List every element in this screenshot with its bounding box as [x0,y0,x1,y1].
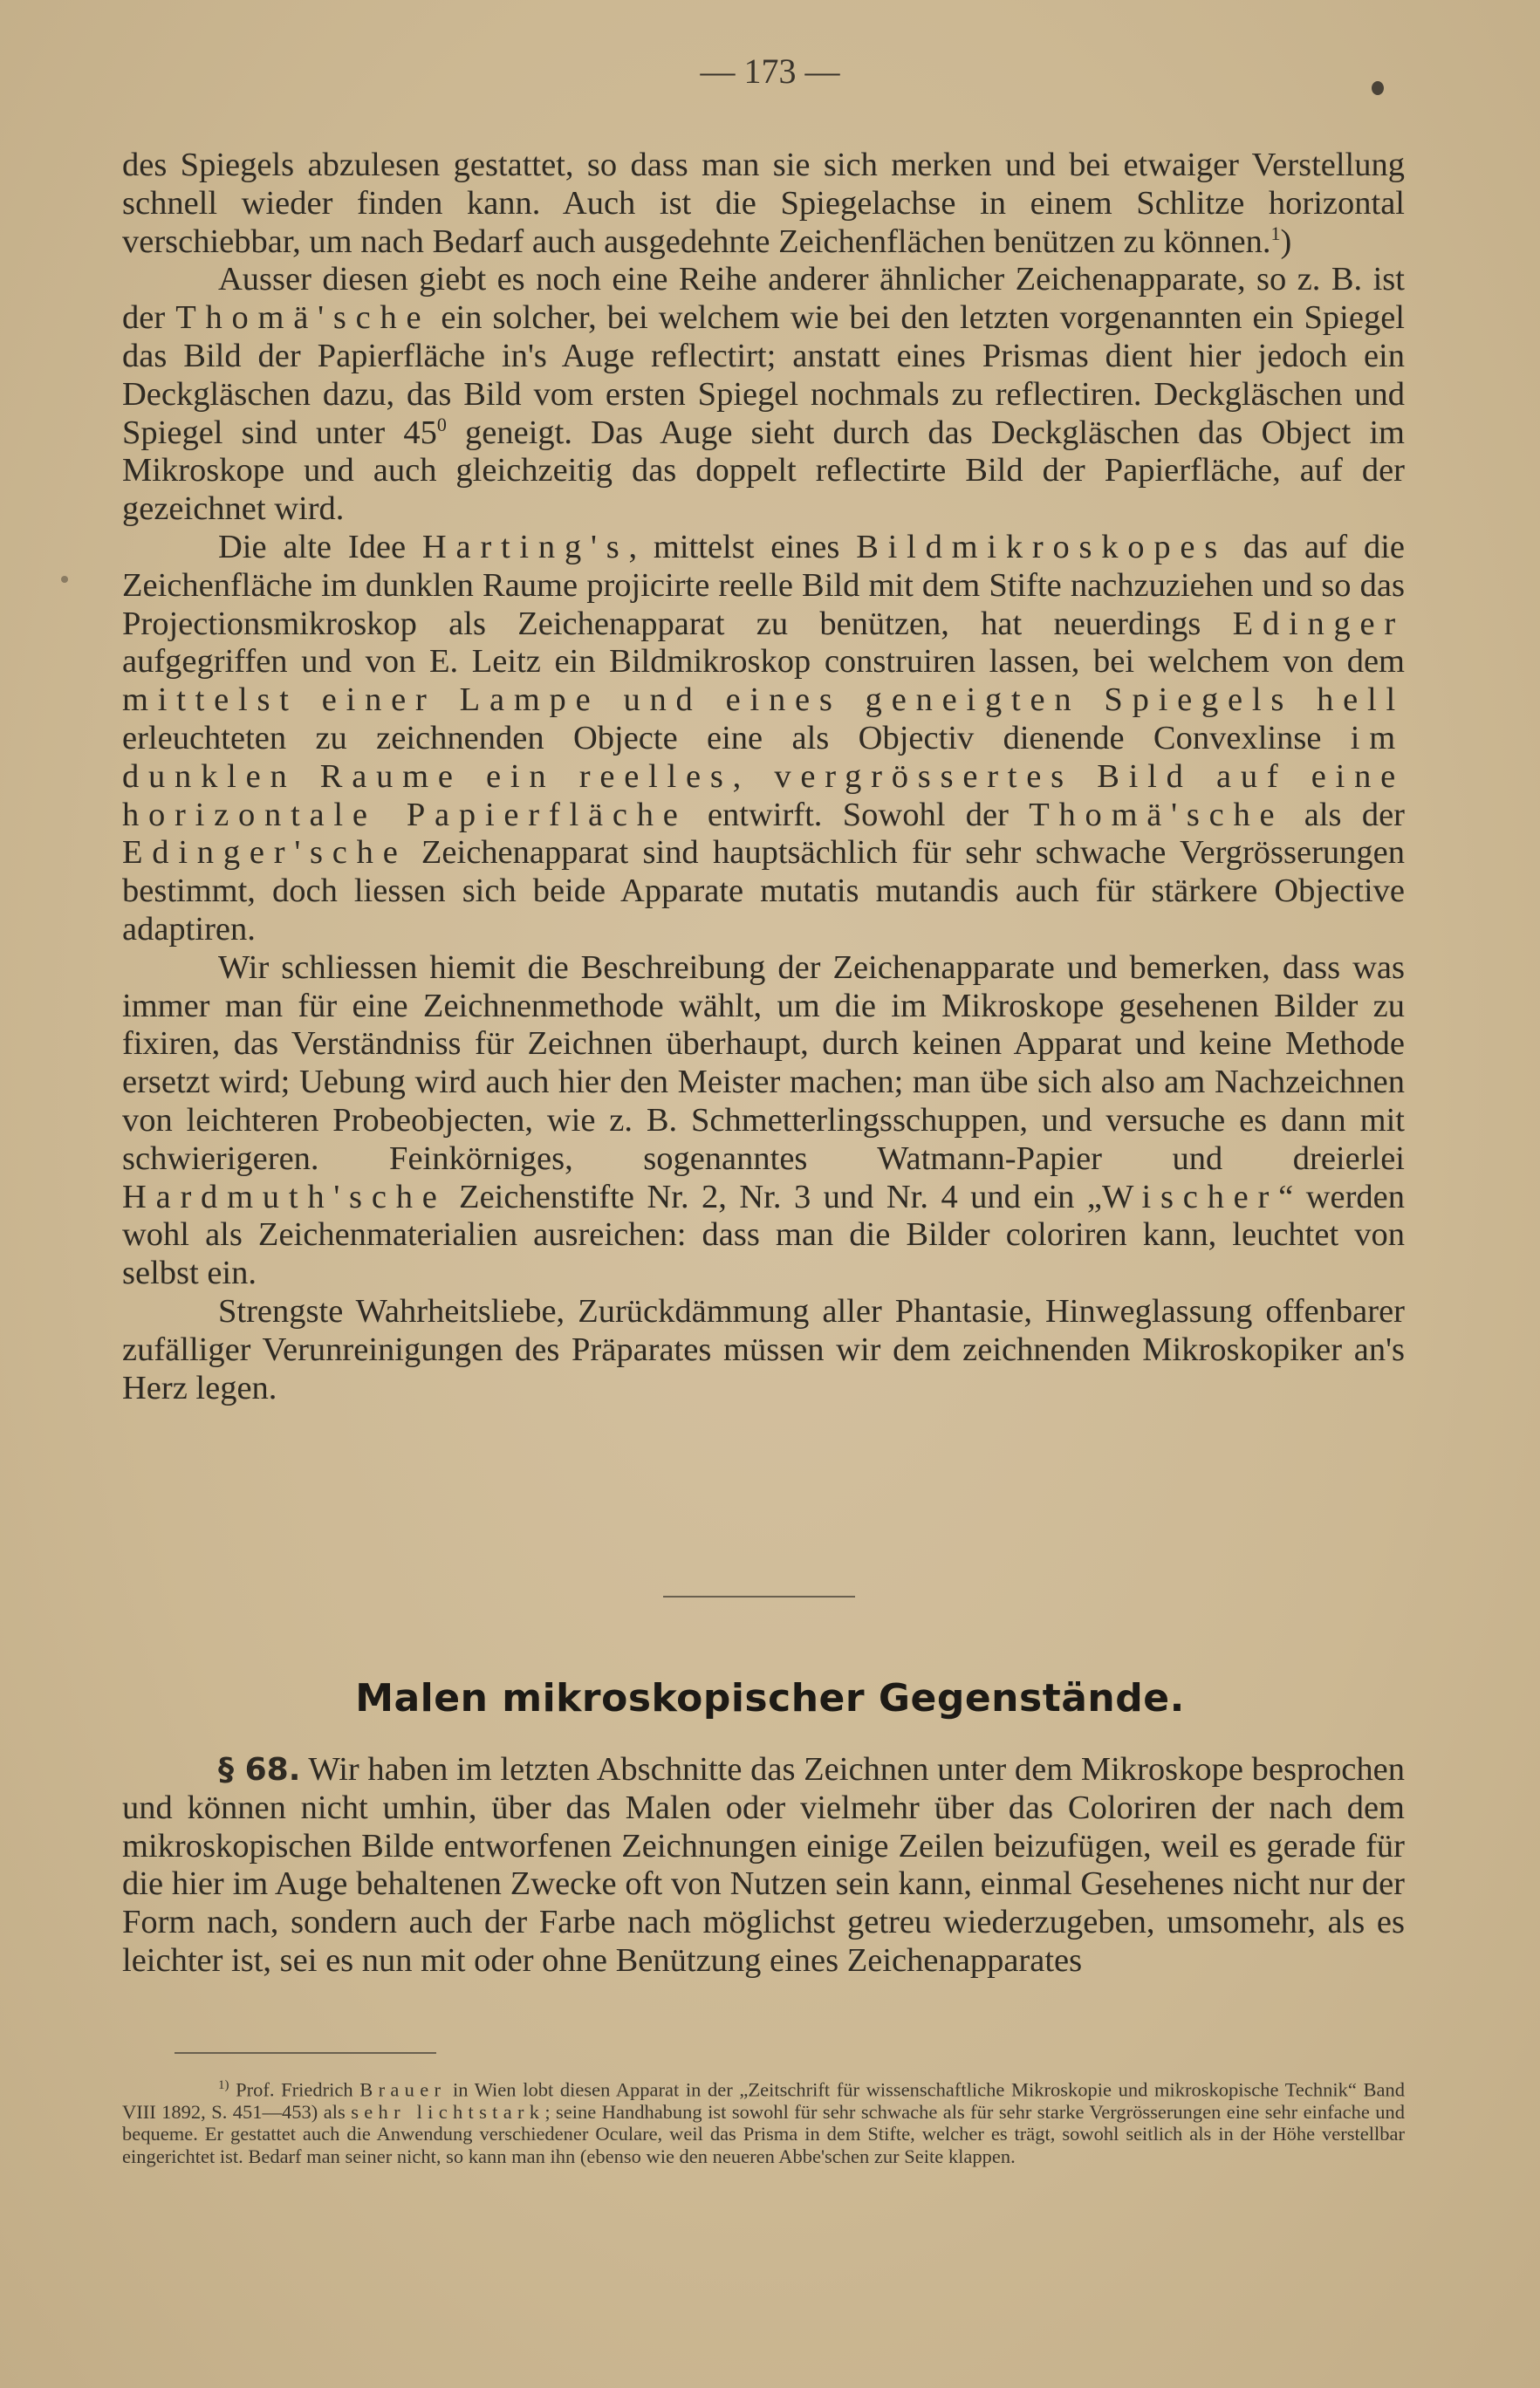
text-block-painting [122,1751,1405,1981]
section-number: § 68. [218,1752,301,1788]
paragraph-section-68: § 68. Wir haben im letzten Abschnitte das Zeichnen unter dem Mikroskope besprochen und können nicht umhin, über das Malen oder vielmehr über das Coloriren der nach dem mikroskopischen Bilde entworfenen Zeichnungen einige Zeilen beizufügen, weil es gerade für die hier im Auge behaltenen Zwecke oft von Nutzen sein kann, einmal Gesehenes nicht nur der Form nach, sondern auch der Farbe nach möglichst getreu wiederzugeben, umsomehr, als es leichter ist, sei es nun mit oder ohne Benützung eines Zeichenapparates [122,1751,1405,1979]
paragraph-1: des Spiegels abzulesen gestattet, so dass man sie sich merken und bei etwaiger Verstellung schnell wieder finden kann. Auch ist die Spiegelachse in einem Schlitze horizontal verschiebbar, um nach Bedarf auch ausgedehnte Zeichenflächen benützen zu können.$^1$) [122,147,1405,260]
paragraph-4: Wir schliessen hiemit die Beschreibung der Zeichenapparate und bemerken, dass was immer man für eine Zeichnenmethode wählt, um die im Mikroskope gesehenen Bilder zu fixiren, das Verständniss für Zeichnen überhaupt, durch keinen Apparat und keine Methode ersetzt wird; Uebung wird auch hier den Meister machen; man übe sich also am Nachzeichnen von leichteren Probeobjecten, wie z. B. Schmetterlingsschuppen, und versuche es dann mit schwierigeren. Feinkörniges, sogenanntes Watmann-Papier und dreierlei Hardmuth'sche Zeichenstifte Nr. 2, Nr. 3 und Nr. 4 und ein „Wischer“ werden wohl als Zeichenmaterialien ausreichen: dass man die Bilder coloriren kann, leuchtet von selbst ein. [122,948,1406,1292]
ink-speck [61,576,68,583]
section-heading: Malen mikroskopischer Gegenstände. [355,1676,1185,1721]
footnote-reference[interactable]: 1 [1270,222,1281,244]
paragraph-5: Strengste Wahrheitsliebe, Zurückdämmung aller Phantasie, Hinweglassung offenbarer zufälliger Verunreinigungen des Präparates müssen wir dem zeichnenden Mikroskopiker an's Herz legen. [122,1292,1405,1406]
text-block-drawing-apparatus [122,147,1405,1407]
footnote-divider [175,2052,436,2054]
page-number: — 173 — [700,51,840,91]
footnote: $^{1)}$ Prof. Friedrich Brauer in Wien lobt diesen Apparat in der „Zeitschrift für wissenschaftliche Mikroskopie und mikroskopische Technik“ Band VIII 1892, S. 451—453) als sehr lichtstark; seine Handhabung ist sowohl für sehr schwache als für sehr starke Vergrösserungen eine sehr einfache und bequeme. Er gestattet auch die Anwendung verschiedener Oculare, weil das Prisma in dem Stifte, welcher es trägt, sowohl seitlich als in der Höhe verstellbar eingerichtet ist. Bedarf man seiner nicht, so kann man ihn (ebenso wie den neueren Abbe'schen zur Seite klappen. [122,2078,1405,2167]
paragraph-3: Die alte Idee Harting's, mittelst eines Bildmikroskopes das auf die Zeichenfläche im dunklen Raume projicirte reelle Bild mit dem Stifte nachzuziehen und so das Projectionsmikroskop als Zeichenapparat zu benützen, hat neuerdings Edinger aufgegriffen und von E. Leitz ein Bildmikroskop construiren lassen, bei welchem von dem mittelst einer Lampe und eines geneigten Spiegels hell erleuchteten zu zeichnenden Objecte eine als Objectiv dienende Convexlinse im dunklen Raume ein reelles, vergrössertes Bild auf eine horizontale Papierfläche entwirft. Sowohl der Thomä'sche als der Edinger'sche Zeichenapparat sind hauptsächlich für sehr schwache Vergrösserungen bestimmt, doch liessen sich beide Apparate mutatis mutandis auch für stärkere Objective adaptiren. [122,528,1405,948]
section-divider [663,1596,855,1598]
footnote-mark: 1) [218,2078,229,2092]
paragraph-2: Ausser diesen giebt es noch eine Reihe anderer ähnlicher Zeichenapparate, so z. B. ist der Thomä'sche ein solcher, bei welchem wie bei den letzten vorgenannten ein Spiegel das Bild der Papierfläche in's Auge reflectirt; anstatt eines Prismas dient hier jedoch ein Deckgläschen dazu, das Bild vom ersten Spiegel nochmals zu reflectiren. Deckgläschen und Spiegel sind unter $45^0$ geneigt. Das Auge sieht durch das Deckgläschen das Object im Mikroskope und auch gleichzeitig das doppelt reflectirte Bild der Papierfläche, auf der gezeichnet wird. [122,261,1405,528]
